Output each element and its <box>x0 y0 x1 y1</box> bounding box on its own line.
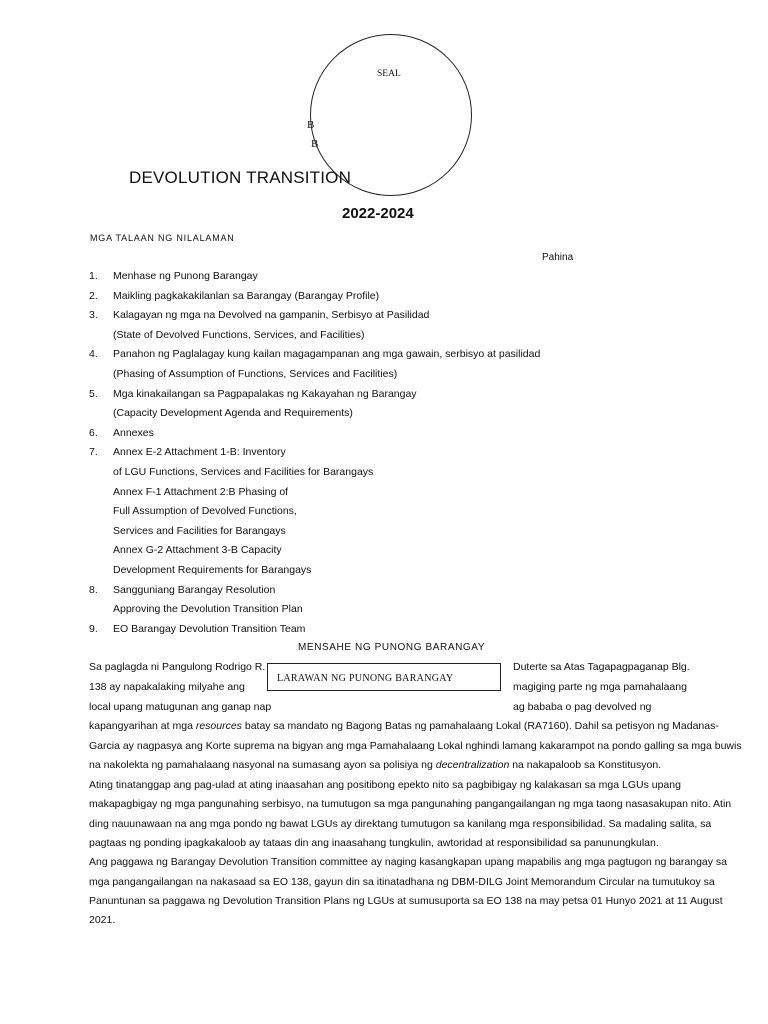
toc-item-text: Services and Facilities for Barangays <box>113 524 286 537</box>
paragraph-line: Ating tinatanggap ang pag-ulad at ating inaasahan ang positibong epekto nito sa pagbibigay ng kalakasan sa mga LGUs upang <box>89 779 681 791</box>
toc-item <box>89 424 649 444</box>
toc-item-text: Annex G-2 Attachment 3-B Capacity <box>113 544 282 557</box>
toc-item <box>89 345 649 365</box>
paragraph-line: magiging parte ng mga pamahalaang <box>513 681 687 693</box>
toc-item-text: (State of Devolved Functions, Services, and Facilities) <box>113 328 365 341</box>
paragraph-line: Garcia ay nagpasya ang Korte suprema na bigyan ang mga Pamahalaang Lokal nghindi lamang kakarampot na pondo galling sa mga buwis <box>89 740 742 752</box>
paragraph-line: 138 ay napakalaking milyahe ang <box>89 681 245 693</box>
toc-item-text: Full Assumption of Devolved Functions, <box>113 505 297 518</box>
toc-item <box>89 600 649 620</box>
text-run: batay sa mandato ng Bagong Batas ng pamahalaang Lokal (RA7160). Dahil sa petisyon ng Madanas- <box>241 720 719 732</box>
toc-item <box>89 463 649 483</box>
toc-item-text: Development Requirements for Barangays <box>113 563 312 576</box>
toc-item-number: 7. <box>89 446 98 459</box>
toc-item-text: EO Barangay Devolution Transition Team <box>113 622 306 635</box>
toc-item-number: 8. <box>89 583 98 596</box>
toc-item-text: (Phasing of Assumption of Functions, Services and Facilities) <box>113 367 398 380</box>
toc-item <box>89 483 649 503</box>
toc-item-number: 1. <box>89 270 98 282</box>
toc-item-number: 5. <box>89 387 98 400</box>
text-run: kapangyarihan at mga <box>89 720 196 732</box>
paragraph-line: Ang paggawa ng Barangay Devolution Transition committee ay naging kasangkapan upang mapabilis ang mga pagtugon ng barangay sa <box>89 856 728 868</box>
toc-item <box>89 306 649 326</box>
toc-item-text: Menhase ng Punong Barangay <box>113 270 258 282</box>
toc-item-text: of LGU Functions, Services and Facilities for Barangays <box>113 465 374 478</box>
toc-item <box>89 287 649 307</box>
seal-label: SEAL <box>377 69 401 79</box>
toc-item <box>89 522 649 542</box>
toc-item <box>89 267 649 287</box>
paragraph-line: pagtaas ng ponding ipagkakaloob ay tataas din ang inaasahang tungkulin, awtoridad at responsibilidad sa panunungkulan. <box>89 837 659 849</box>
paragraph-line: mga pangangailangan na nakasaad sa EO 138, gayun din sa itinatadhana ng DBM-DILG Joint Memorandum Circular na tumutukoy sa <box>89 876 715 888</box>
paragraph-line <box>89 759 677 771</box>
message-heading: MENSAHE NG PUNONG BARANGAY <box>298 642 486 653</box>
toc-item-text: Annex F-1 Attachment 2:B Phasing of <box>113 485 289 498</box>
photo-label: LARAWAN NG PUNONG BARANGAY <box>277 673 454 684</box>
paragraph-line: Sa paglagda ni Pangulong Rodrigo R. <box>89 661 266 673</box>
text-run: na nakapaloob sa Konstitusyon. <box>509 759 662 771</box>
toc-item-number: 6. <box>89 426 98 439</box>
text-run-italic: decentralization <box>435 759 510 771</box>
text-run: na nakolekta ng pamahalaang nasyonal na sumasang ayon sa polisiya ng <box>89 759 436 771</box>
paragraph-line: makapagbigay ng mga pangunahing serbisyo, na tumutugon sa mga pangunahing pangangailangan ng mga taong nasasakupan nito. Atin <box>89 798 732 810</box>
toc-item-text: Annex E-2 Attachment 1-B: Inventory <box>113 446 286 459</box>
toc-item-text: Approving the Devolution Transition Plan <box>113 603 303 616</box>
toc-item <box>89 541 649 561</box>
header-fragment-2: B <box>311 138 319 150</box>
text-run-italic: resources <box>195 720 242 732</box>
paragraph-line: Duterte sa Atas Tagapagpaganap Blg. <box>513 661 690 673</box>
toc-item <box>89 326 649 346</box>
toc-item-number: 3. <box>89 309 98 322</box>
document-title: DEVOLUTION TRANSITION <box>129 168 352 187</box>
plan-years: 2022-2024 <box>342 205 414 222</box>
toc-item <box>89 620 649 640</box>
toc-item-text: Annexes <box>113 426 154 439</box>
toc-item <box>89 581 649 601</box>
toc-item <box>89 404 649 424</box>
paragraph-line: ding nauunawaan na ang mga pondo ng bawat LGUs ay direktang tumutugon sa kanilang mga responsibilidad. Sa madaling salita, sa <box>89 818 712 830</box>
table-of-contents <box>89 267 649 639</box>
toc-heading: MGA TALAAN NG NILALAMAN <box>90 233 235 243</box>
page-column-label: Pahina <box>542 252 574 263</box>
photo-placeholder <box>267 663 501 691</box>
seal-placeholder <box>310 34 472 196</box>
toc-item <box>89 443 649 463</box>
header-fragment-1: B <box>307 119 315 131</box>
toc-item-text: Maikling pagkakakilanlan sa Barangay (Barangay Profile) <box>113 289 380 302</box>
toc-item-number: 2. <box>89 289 98 302</box>
toc-item <box>89 502 649 522</box>
toc-item-text: Panahon ng Paglalagay kung kailan magagampanan ang mga gawain, serbisyo at pasilidad <box>113 348 541 361</box>
toc-item <box>89 561 649 581</box>
toc-item-number: 4. <box>89 348 98 361</box>
toc-item-text: Mga kinakailangan sa Pagpapalakas ng Kakayahan ng Barangay <box>113 387 417 400</box>
toc-item-text: Sangguniang Barangay Resolution <box>113 583 276 596</box>
toc-item-text: Kalagayan ng mga na Devolved na gampanin, Serbisyo at Pasilidad <box>113 309 430 322</box>
paragraph-line <box>89 720 719 732</box>
toc-item-number: 9. <box>89 622 98 635</box>
paragraph-line: 2021. <box>89 914 116 926</box>
paragraph-line: local upang matugunan ang ganap nap <box>89 701 272 713</box>
paragraph-line: Panuntunan sa paggawa ng Devolution Transition Plans ng LGUs at sumusuporta sa EO 138 na may petsa 01 Hunyo 2021 at 11 August <box>89 895 723 907</box>
toc-item-text: (Capacity Development Agenda and Requirements) <box>113 407 353 420</box>
toc-item <box>89 365 649 385</box>
toc-item <box>89 385 649 405</box>
paragraph-line: ag bababa o pag devolved ng <box>513 701 652 713</box>
